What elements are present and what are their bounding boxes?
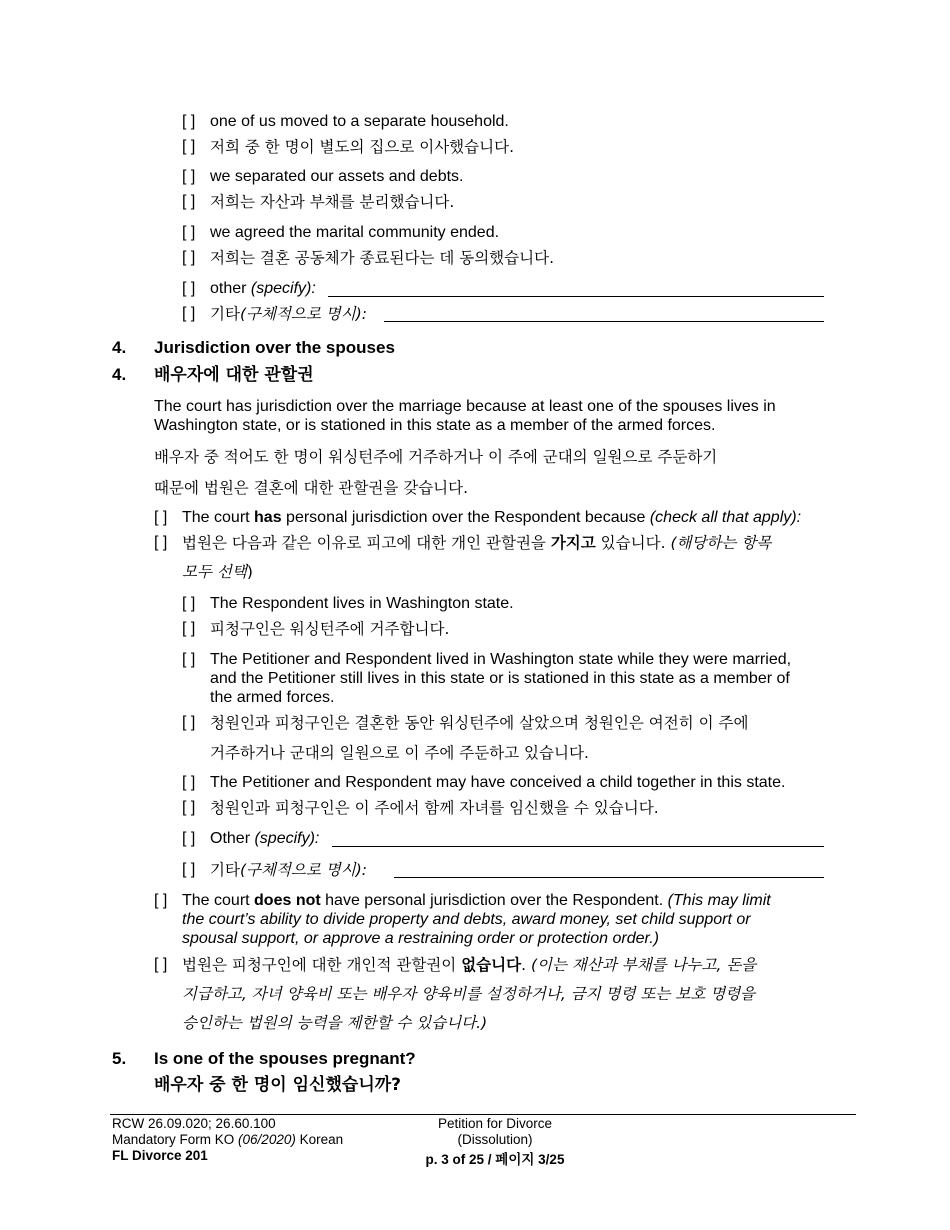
text: 있습니다. bbox=[595, 534, 671, 552]
option-lived-while-married-kr-line: 거주하거나 군대의 일원으로 이 주에 주둔하고 있습니다. bbox=[210, 744, 589, 762]
other-specify-field-kr[interactable] bbox=[384, 321, 824, 322]
section-title: Jurisdiction over the spouses bbox=[154, 338, 395, 357]
checkbox[interactable]: [ ] bbox=[182, 168, 196, 185]
other-label-kr: 기타 bbox=[210, 861, 240, 879]
checkbox[interactable]: [ ] bbox=[182, 595, 196, 612]
checkbox[interactable]: [ ] bbox=[182, 774, 196, 791]
other-label: other bbox=[210, 280, 251, 297]
jurisdiction-paragraph-kr-line: 배우자 중 적어도 한 명이 워싱턴주에 거주하거나 이 주에 군대의 일원으로 주둔하기 bbox=[154, 448, 718, 466]
text-italic: (This may limit bbox=[667, 892, 771, 909]
jurisdiction-paragraph-line: Washington state, or is stationed in this state as a member of the armed forces. bbox=[154, 417, 716, 434]
text: personal jurisdiction over the Respondent because bbox=[281, 509, 650, 526]
option-other bbox=[210, 279, 316, 299]
option-conceived-child-kr: 청원인과 피청구인은 이 주에서 함께 자녀를 임신했을 수 있습니다. bbox=[210, 799, 659, 817]
text: Korean bbox=[295, 1132, 344, 1147]
text-italic: (check all that apply): bbox=[649, 509, 802, 526]
option-has-jurisdiction-kr bbox=[182, 533, 771, 553]
option-lived-while-married-line: and the Petitioner still lives in this state or is stationed in this state as a member of bbox=[210, 670, 790, 687]
option-no-jurisdiction-line: the court’s ability to divide property and debts, award money, set child support or bbox=[182, 911, 751, 928]
text-italic: (해당하는 항목 bbox=[670, 534, 772, 552]
section-title: Is one of the spouses pregnant? bbox=[154, 1049, 416, 1068]
option-lived-while-married-kr-line: 청원인과 피청구인은 결혼한 동안 워싱턴주에 살았으며 청원인은 여전히 이 주에 bbox=[210, 714, 749, 732]
text: The court bbox=[182, 892, 255, 909]
checkbox[interactable]: [ ] bbox=[154, 534, 168, 551]
checkbox[interactable]: [ ] bbox=[182, 305, 196, 322]
section-number: 4. bbox=[112, 365, 127, 384]
checkbox[interactable]: [ ] bbox=[182, 193, 196, 210]
text: have personal jurisdiction over the Respondent. bbox=[320, 892, 668, 909]
footer-title-sub: (Dissolution) bbox=[457, 1132, 533, 1147]
option-no-jurisdiction-line: spousal support, or approve a restraining order or protection order.) bbox=[182, 930, 659, 947]
checkbox[interactable]: [ ] bbox=[154, 892, 168, 909]
text: ) bbox=[246, 563, 253, 581]
option-no-jurisdiction-kr-line: 승인하는 법원의 능력을 제한할 수 있습니다.) bbox=[182, 1014, 488, 1032]
option-has-jurisdiction-kr-cont bbox=[182, 562, 253, 582]
footer-title: Petition for Divorce bbox=[437, 1116, 553, 1131]
option-other-kr bbox=[210, 304, 367, 324]
specify-label: (specify): bbox=[254, 830, 320, 847]
checkbox[interactable]: [ ] bbox=[182, 138, 196, 155]
option-respondent-lives-wa-kr: 피청구인은 워싱턴주에 거주합니다. bbox=[210, 620, 450, 638]
option-separated-assets-kr: 저희는 자산과 부채를 분리했습니다. bbox=[210, 193, 455, 211]
option-has-jurisdiction bbox=[182, 508, 801, 528]
option-lived-while-married-line: the armed forces. bbox=[210, 689, 335, 706]
text-bold: does not bbox=[254, 892, 321, 909]
option-respondent-lives-wa: The Respondent lives in Washington state. bbox=[210, 595, 514, 612]
specify-label: (specify): bbox=[250, 280, 316, 297]
text: 법원은 피청구인에 대한 개인적 관할권이 bbox=[182, 956, 462, 974]
option-no-jurisdiction-kr bbox=[182, 955, 756, 975]
specify-label-kr: (구체적으로 명시): bbox=[239, 861, 368, 879]
option-other-jurisdiction-kr bbox=[210, 860, 367, 880]
checkbox[interactable]: [ ] bbox=[182, 280, 196, 297]
checkbox[interactable]: [ ] bbox=[182, 830, 196, 847]
option-community-ended-kr: 저희는 결혼 공동체가 종료된다는 데 동의했습니다. bbox=[210, 249, 554, 267]
text-italic: 모두 선택 bbox=[182, 563, 247, 581]
footer-rcw: RCW 26.09.020; 26.60.100 bbox=[112, 1116, 276, 1131]
other-specify-field[interactable] bbox=[328, 296, 824, 297]
section-title-kr: 배우자에 대한 관할권 bbox=[154, 365, 314, 385]
checkbox[interactable]: [ ] bbox=[182, 799, 196, 816]
text-italic: (06/2020) bbox=[238, 1132, 296, 1147]
checkbox[interactable]: [ ] bbox=[182, 714, 196, 731]
section-number: 5. bbox=[112, 1049, 127, 1068]
text: The court bbox=[182, 509, 255, 526]
checkbox[interactable]: [ ] bbox=[182, 249, 196, 266]
text: . bbox=[521, 956, 531, 974]
checkbox[interactable]: [ ] bbox=[182, 651, 196, 668]
text-bold: has bbox=[254, 509, 282, 526]
text-italic: (이는 재산과 부채를 나누고, 돈을 bbox=[530, 956, 757, 974]
checkbox[interactable]: [ ] bbox=[182, 861, 196, 878]
specify-label-kr: (구체적으로 명시): bbox=[239, 305, 368, 323]
section-number: 4. bbox=[112, 338, 127, 357]
text: Mandatory Form KO bbox=[112, 1132, 239, 1147]
checkbox[interactable]: [ ] bbox=[182, 620, 196, 637]
option-other-jurisdiction bbox=[210, 829, 319, 849]
checkbox[interactable]: [ ] bbox=[154, 956, 168, 973]
option-no-jurisdiction-kr-line: 지급하고, 자녀 양육비 또는 배우자 양육비를 설정하거나, 금지 명령 또는 보호 명령을 bbox=[182, 985, 756, 1003]
option-separate-household: one of us moved to a separate household. bbox=[210, 113, 509, 130]
other-jurisdiction-field-kr[interactable] bbox=[394, 877, 824, 878]
checkbox[interactable]: [ ] bbox=[154, 509, 168, 526]
text-bold: 없습니다 bbox=[461, 956, 522, 974]
section-title-kr: 배우자 중 한 명이 임신했습니까? bbox=[154, 1075, 402, 1095]
option-separated-assets: we separated our assets and debts. bbox=[210, 168, 464, 185]
jurisdiction-paragraph-line: The court has jurisdiction over the marriage because at least one of the spouses lives in bbox=[154, 398, 776, 415]
footer-page-number: p. 3 of 25 / 페이지 3/25 bbox=[425, 1152, 565, 1167]
checkbox[interactable]: [ ] bbox=[182, 224, 196, 241]
option-conceived-child: The Petitioner and Respondent may have conceived a child together in this state. bbox=[210, 774, 786, 791]
checkbox[interactable]: [ ] bbox=[182, 113, 196, 130]
other-jurisdiction-field[interactable] bbox=[332, 846, 824, 847]
other-label-kr: 기타 bbox=[210, 305, 240, 323]
jurisdiction-paragraph-kr-line: 때문에 법원은 결혼에 대한 관할권을 갖습니다. bbox=[154, 479, 469, 497]
option-lived-while-married-line: The Petitioner and Respondent lived in Washington state while they were married, bbox=[210, 651, 792, 668]
option-no-jurisdiction bbox=[182, 891, 771, 911]
option-separate-household-kr: 저희 중 한 명이 별도의 집으로 이사했습니다. bbox=[210, 138, 515, 156]
footer-form bbox=[112, 1132, 343, 1148]
text-bold: 가지고 bbox=[550, 534, 596, 552]
other-label: Other bbox=[210, 830, 255, 847]
footer-divider bbox=[110, 1114, 856, 1115]
option-community-ended: we agreed the marital community ended. bbox=[210, 224, 500, 241]
footer-form-id: FL Divorce 201 bbox=[112, 1148, 208, 1163]
text: 법원은 다음과 같은 이유로 피고에 대한 개인 관할권을 bbox=[182, 534, 551, 552]
